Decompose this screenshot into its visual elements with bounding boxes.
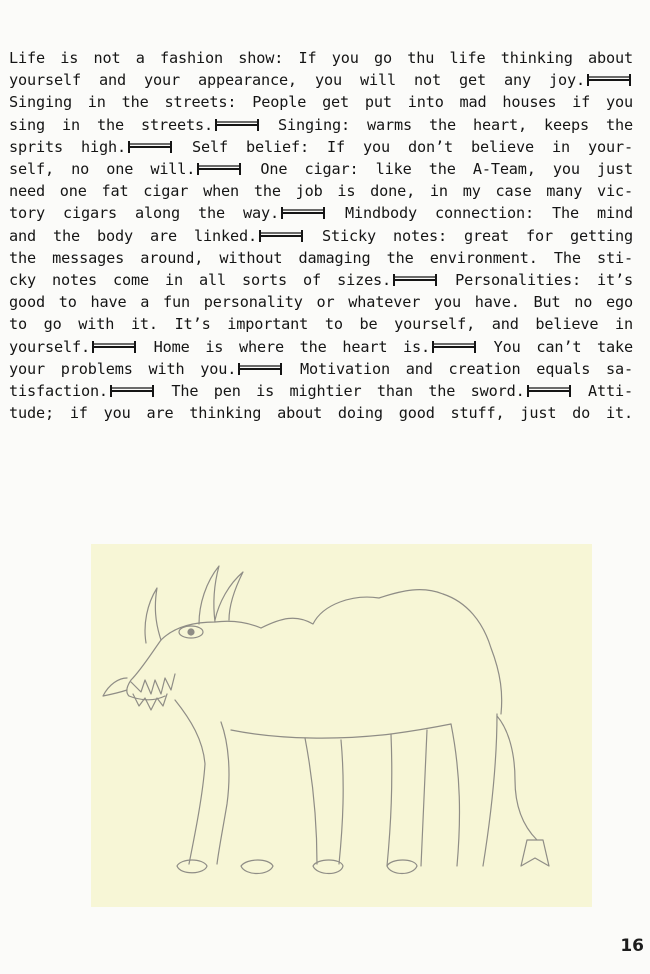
text-segment: self, no one will. xyxy=(9,160,196,179)
text-line xyxy=(9,69,633,91)
page-number: 16 xyxy=(620,936,644,956)
text-segment: sprits high. xyxy=(9,137,126,156)
text-line xyxy=(9,225,633,247)
text-segment: need one fat cigar when the job is done, in my case many vic- xyxy=(9,182,633,201)
text-segment: cky notes come in all sorts of sizes. xyxy=(9,271,392,290)
text-segment: tisfaction. xyxy=(9,382,108,401)
separator-icon xyxy=(109,384,155,398)
text-line xyxy=(9,269,633,291)
text-line xyxy=(9,402,633,424)
text-segment: Sticky notes: great for getting xyxy=(305,226,634,245)
separator-icon xyxy=(280,206,326,220)
text-segment: The pen is mightier than the sword. xyxy=(155,382,525,401)
text-segment: Life is not a fashion show: If you go thu life thinking about xyxy=(9,49,633,67)
separator-icon xyxy=(91,340,137,354)
text-segment: sing in the streets. xyxy=(9,115,213,134)
text-line xyxy=(9,136,633,158)
text-segment: Atti- xyxy=(572,382,633,401)
text-segment: Motivation and creation equals sa- xyxy=(284,359,634,378)
body-text xyxy=(9,47,633,424)
separator-icon xyxy=(258,229,304,243)
text-segment: Personalities: it’s xyxy=(439,271,633,290)
separator-icon xyxy=(431,340,477,354)
text-line xyxy=(9,158,633,180)
text-segment: One cigar: like the A-Team, you just xyxy=(243,160,634,179)
separator-icon xyxy=(526,384,572,398)
text-segment: Self belief: If you don’t believe in your- xyxy=(173,137,633,156)
text-line xyxy=(9,180,633,202)
text-segment: tory cigars along the way. xyxy=(9,204,280,223)
text-segment: and the body are linked. xyxy=(9,226,258,245)
text-segment: Mindbody connection: The mind xyxy=(327,204,633,223)
text-segment: the messages around, without damaging the environment. The sti- xyxy=(9,248,633,267)
separator-icon xyxy=(214,118,260,132)
separator-icon xyxy=(196,162,242,176)
separator-icon xyxy=(586,73,632,87)
animal-drawing xyxy=(91,544,592,907)
text-segment: You can’t take xyxy=(477,337,633,356)
text-segment: yourself. xyxy=(9,337,90,356)
text-segment: to go with it. It’s important to be yourself, and believe in xyxy=(9,315,633,334)
horned-beast-sketch xyxy=(91,544,592,907)
separator-icon xyxy=(392,273,438,287)
text-line xyxy=(9,313,633,335)
text-line xyxy=(9,114,633,136)
text-line xyxy=(9,291,633,313)
text-line xyxy=(9,91,633,113)
text-line xyxy=(9,47,633,69)
text-segment: Singing in the streets: People get put into mad houses if you xyxy=(9,93,633,112)
text-line xyxy=(9,247,633,269)
text-segment: Home is where the heart is. xyxy=(137,337,430,356)
text-segment: tude; if you are thinking about doing good stuff, just do it. xyxy=(9,404,633,423)
text-segment: yourself and your appearance, you will not get any joy. xyxy=(9,71,585,90)
text-line xyxy=(9,202,633,224)
text-segment: Singing: warms the heart, keeps the xyxy=(261,115,634,134)
text-line xyxy=(9,358,633,380)
text-segment: good to have a fun personality or whatever you have. But no ego xyxy=(9,293,633,312)
text-line xyxy=(9,380,633,402)
separator-icon xyxy=(127,140,173,154)
text-line xyxy=(9,336,633,358)
separator-icon xyxy=(237,362,283,376)
text-segment: your problems with you. xyxy=(9,359,237,378)
